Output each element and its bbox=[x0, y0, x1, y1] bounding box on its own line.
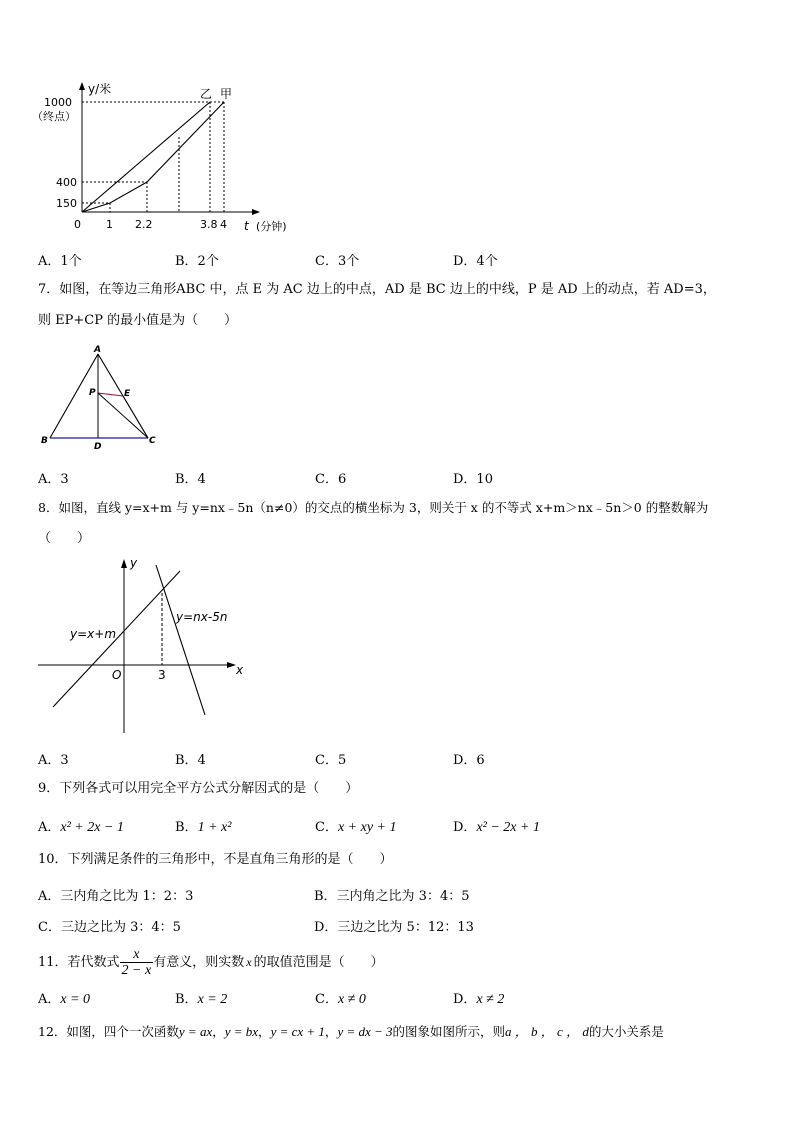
vertex-a: A bbox=[94, 345, 101, 355]
q12-f3: y = cx + 1 bbox=[270, 1024, 325, 1039]
q8-stem-line1: 8．如图，直线 y=x+m 与 y=nx﹣5n（n≠0）的交点的横坐标为 3，则关于 x 的不等式 x+m＞nx﹣5n＞0 的整数解为 bbox=[38, 500, 709, 515]
origin-label: O bbox=[112, 668, 122, 682]
q9-option-d bbox=[453, 816, 540, 836]
q9-option-c-label: C． bbox=[315, 820, 338, 835]
q12-f2: y = bx bbox=[224, 1024, 259, 1039]
q6-option-a: A．1个 bbox=[38, 254, 82, 269]
y-axis-label: y bbox=[130, 556, 138, 570]
q7-option-b: B．4 bbox=[175, 472, 206, 487]
label-y-x-plus-m: y=x+m bbox=[70, 627, 117, 641]
tick-1: 1 bbox=[106, 218, 113, 231]
q9-option-a bbox=[38, 816, 124, 836]
label-jia: 甲 bbox=[220, 87, 233, 101]
q11-option-c bbox=[315, 988, 366, 1008]
q8-stem-line2: （ ） bbox=[38, 531, 91, 546]
q12-vars: a ， b ， c ， d bbox=[505, 1024, 589, 1039]
label-y-nx-minus-5n: y=nx-5n bbox=[176, 610, 228, 624]
q12-sep2: ， bbox=[258, 1024, 271, 1039]
q12-sep1: ， bbox=[212, 1024, 225, 1039]
q9-option-b-label: B． bbox=[175, 820, 198, 835]
q7-stem-line1: 7．如图，在等边三角形ABC 中，点 E 为 AC 边上的中点，AD 是 BC 边上的中线，P 是 AD 上的动点，若 AD=3， bbox=[38, 282, 716, 297]
y-axis-label: y/米 bbox=[88, 82, 112, 96]
q11-option-d-expr: x ≠ 2 bbox=[476, 992, 505, 1007]
q12-f1: y = ax bbox=[178, 1024, 213, 1039]
q10-option-d: D．三边之比为 5：12：13 bbox=[314, 920, 474, 935]
q10-option-c: C．三边之比为 3：4：5 bbox=[38, 920, 181, 935]
tick-400: 400 bbox=[56, 176, 77, 189]
q12-suffix: 的大小关系是 bbox=[588, 1024, 664, 1039]
q11-option-d-label: D． bbox=[453, 992, 477, 1007]
q8-option-b: B．4 bbox=[175, 753, 206, 768]
linear-functions-figure bbox=[36, 555, 256, 740]
label-yi: 乙 bbox=[200, 87, 213, 101]
tick-3: 3 bbox=[158, 668, 166, 682]
q10-option-b: B．三内角之比为 3：4：5 bbox=[314, 889, 470, 904]
q10-option-a: A．三内角之比为 1：2：3 bbox=[38, 889, 194, 904]
distance-time-graph bbox=[30, 80, 310, 240]
q11-option-c-expr: x ≠ 0 bbox=[337, 992, 366, 1007]
q9-option-c-expr: x + xy + 1 bbox=[337, 820, 397, 835]
q8-option-c: C．5 bbox=[315, 753, 347, 768]
vertex-c: C bbox=[149, 436, 156, 446]
x-axis-label: x bbox=[236, 663, 244, 677]
x-axis-arrow bbox=[252, 209, 260, 215]
segment-pc bbox=[98, 393, 148, 438]
line-y-nx-minus-5n bbox=[156, 565, 205, 715]
x-axis-arrow bbox=[227, 662, 236, 668]
tick-1000: 1000 bbox=[44, 96, 72, 109]
q6-option-c: C．3个 bbox=[315, 254, 360, 269]
q9-option-b bbox=[175, 816, 231, 836]
q11-option-a-label: A． bbox=[38, 992, 61, 1007]
q11-suffix: 的取值范围是（ ） bbox=[253, 955, 384, 970]
point-p: P bbox=[89, 388, 96, 398]
q11-option-c-label: C． bbox=[315, 992, 338, 1007]
q9-option-c bbox=[315, 816, 397, 836]
q8-option-d: D．6 bbox=[453, 753, 485, 768]
line-yi bbox=[82, 102, 210, 212]
segment-be bbox=[123, 396, 148, 438]
segment-pe bbox=[98, 393, 123, 396]
q11-mid: 有意义，则实数 bbox=[153, 955, 245, 970]
q11-option-a-expr: x = 0 bbox=[60, 992, 91, 1007]
line-jia bbox=[82, 102, 224, 212]
q9-option-d-expr: x² − 2x + 1 bbox=[476, 820, 540, 835]
origin-label: 0 bbox=[74, 218, 81, 231]
q11-option-b-expr: x = 2 bbox=[197, 992, 228, 1007]
q7-stem-line2: 则 EP+CP 的最小值是为（ ） bbox=[38, 313, 238, 328]
q9-option-a-label: A． bbox=[38, 820, 61, 835]
q9-option-d-label: D． bbox=[453, 820, 477, 835]
q11-fraction-denominator: 2 − x bbox=[121, 963, 152, 978]
q12-sep3: ， bbox=[324, 1024, 338, 1039]
q12-mid: 的图象如图所示，则 bbox=[392, 1024, 506, 1039]
tick-3-8: 3.8 bbox=[200, 218, 218, 231]
q7-option-c: C．6 bbox=[315, 472, 347, 487]
end-label: （终点） bbox=[32, 110, 76, 123]
q7-option-a: A．3 bbox=[38, 472, 69, 487]
q11-fraction-numerator: x bbox=[120, 947, 154, 963]
tick-150: 150 bbox=[56, 197, 77, 210]
q12-f4: y = dx − 3 bbox=[337, 1024, 393, 1039]
q11-var: x bbox=[246, 955, 252, 969]
q11-stem bbox=[38, 944, 384, 980]
y-axis-arrow bbox=[79, 82, 85, 90]
q12-prefix: 12．如图，四个一次函数 bbox=[38, 1024, 179, 1039]
point-e: E bbox=[124, 389, 131, 399]
t-axis-unit: (分钟) bbox=[256, 220, 287, 233]
q11-prefix: 11．若代数式 bbox=[38, 955, 120, 970]
vertex-b: B bbox=[41, 436, 48, 446]
q11-option-d bbox=[453, 988, 504, 1008]
q10-stem: 10．下列满足条件的三角形中，不是直角三角形的是（ ） bbox=[38, 852, 393, 867]
q11-option-b bbox=[175, 988, 227, 1008]
tick-2-2: 2.2 bbox=[135, 218, 153, 231]
equilateral-triangle-figure bbox=[38, 342, 168, 457]
tick-4: 4 bbox=[220, 218, 227, 231]
q11-option-a bbox=[38, 988, 90, 1008]
q9-option-a-expr: x² + 2x − 1 bbox=[60, 820, 124, 835]
y-axis-arrow bbox=[121, 559, 127, 568]
q9-option-b-expr: 1 + x² bbox=[197, 820, 232, 835]
point-d: D bbox=[94, 442, 102, 452]
t-axis-label: t bbox=[244, 219, 249, 233]
q8-option-a: A．3 bbox=[38, 753, 69, 768]
q11-fraction bbox=[120, 947, 154, 978]
q7-option-d: D．10 bbox=[453, 472, 493, 487]
q9-stem: 9．下列各式可以用完全平方公式分解因式的是（ ） bbox=[38, 781, 359, 796]
q12-stem bbox=[38, 1024, 664, 1040]
q6-option-d: D．4个 bbox=[453, 254, 498, 269]
q11-option-b-label: B． bbox=[175, 992, 198, 1007]
q6-option-b: B．2个 bbox=[175, 254, 219, 269]
